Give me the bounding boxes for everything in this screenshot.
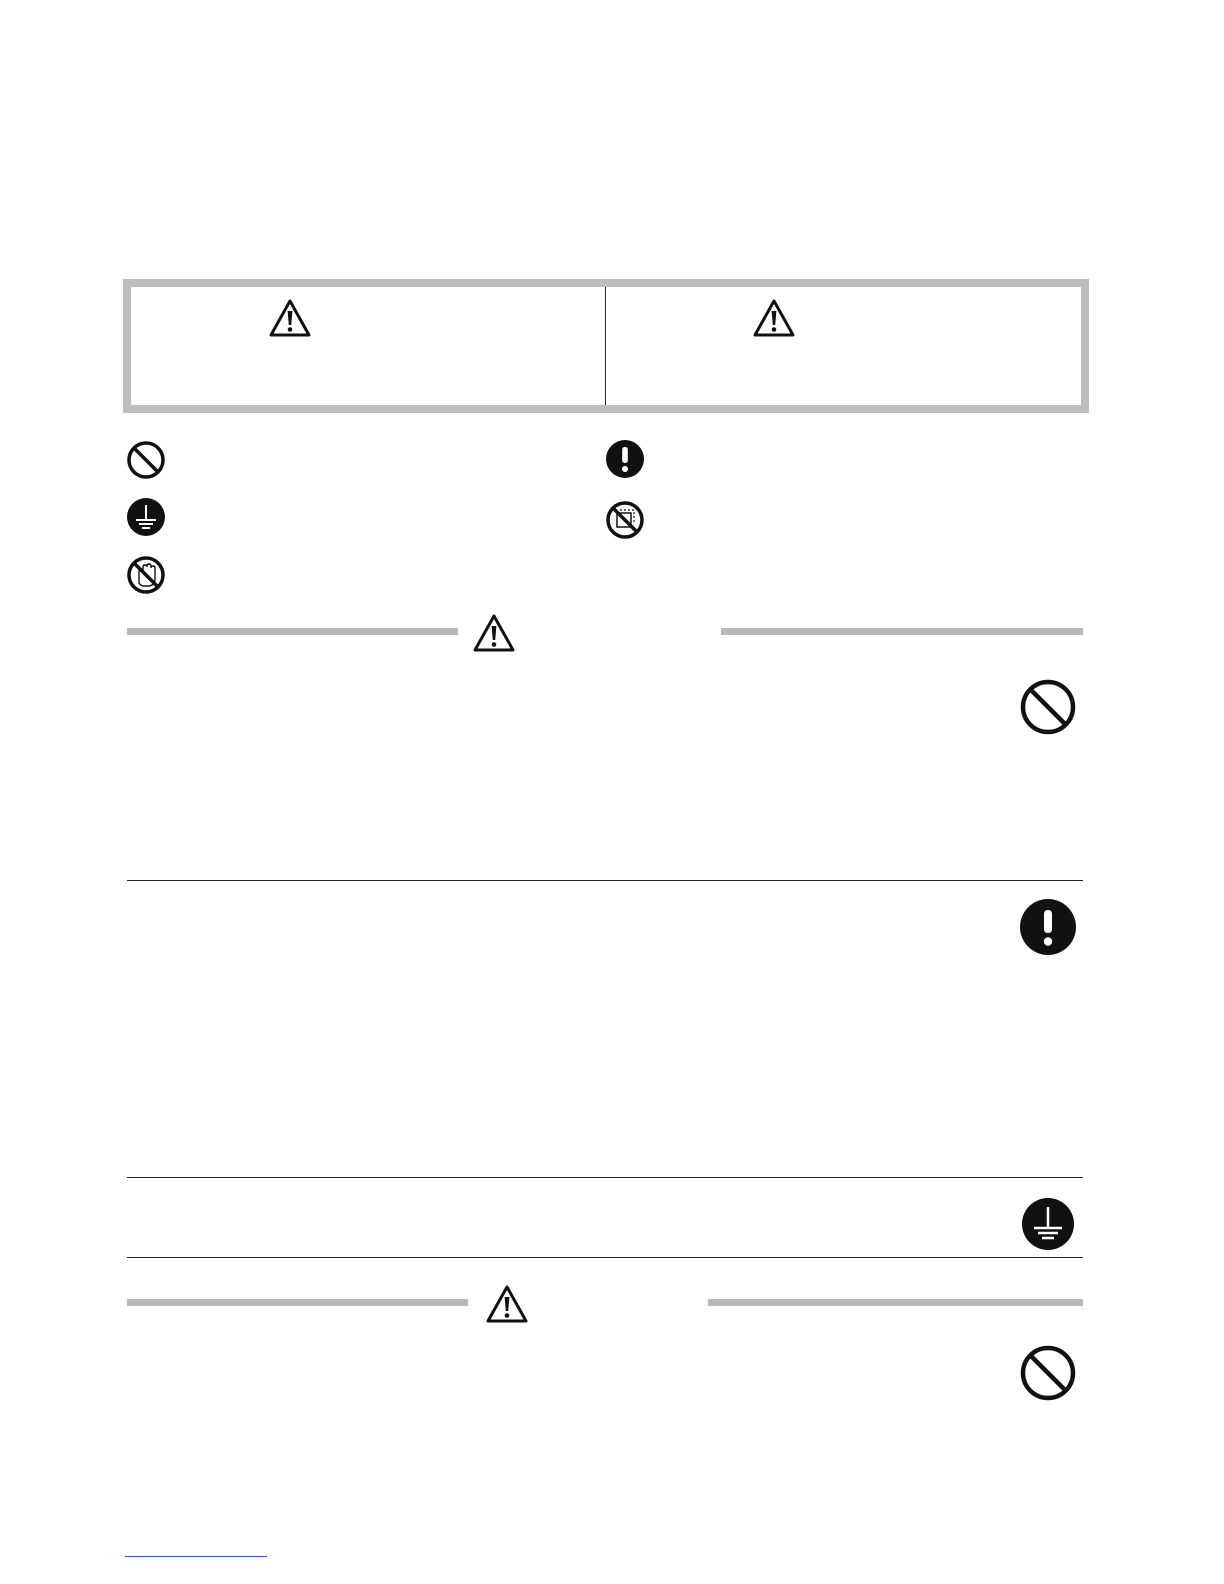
prohibited-icon [1019, 678, 1077, 736]
no-disassembly-icon [605, 500, 645, 540]
section-header-bar-left [127, 1299, 468, 1306]
warning-triangle-icon [485, 1284, 529, 1324]
ground-icon [126, 497, 166, 537]
section-header-bar-right [721, 628, 1083, 635]
prohibited-icon [126, 440, 166, 480]
warning-triangle-icon [472, 613, 516, 653]
warning-triangle-icon [268, 298, 312, 338]
definition-box-divider [605, 287, 606, 405]
block-divider [127, 1257, 1083, 1258]
section-header-bar-left [127, 628, 458, 635]
footer-link-underline[interactable] [125, 1556, 267, 1557]
mandatory-action-icon [1019, 898, 1077, 956]
prohibited-icon [1019, 1344, 1077, 1402]
warning-triangle-icon [752, 298, 796, 338]
no-touch-icon [126, 555, 166, 595]
block-divider [127, 1177, 1083, 1178]
block-divider [127, 880, 1083, 881]
section-header-bar-right [708, 1299, 1083, 1306]
ground-icon [1021, 1197, 1075, 1251]
mandatory-action-icon [605, 439, 645, 479]
